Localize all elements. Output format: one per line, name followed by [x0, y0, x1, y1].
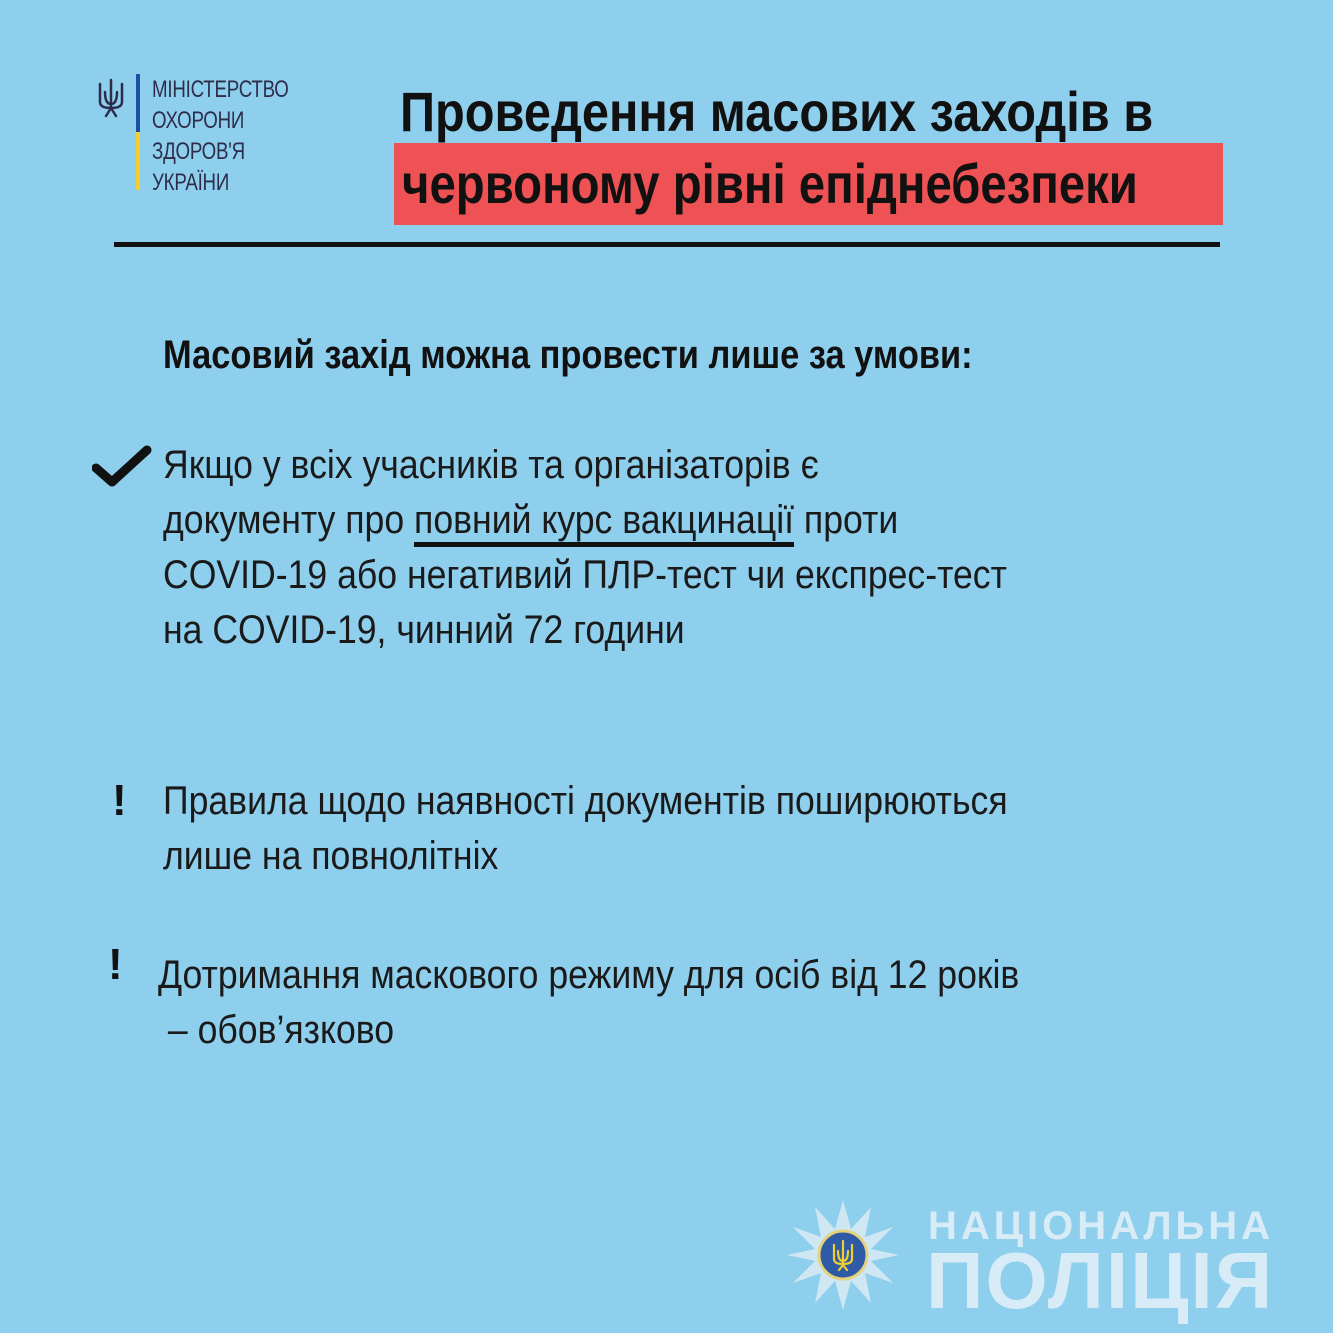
- condition-text-part: проти: [794, 498, 899, 542]
- note-line: лише на повнолітніх: [163, 834, 499, 878]
- condition-line: Якщо у всіх учасників та організаторів є: [163, 443, 819, 487]
- note-adults-only: [163, 774, 1187, 884]
- note-mask-mode: [158, 948, 1182, 1058]
- police-name-line-1: НАЦІОНАЛЬНА: [928, 1204, 1275, 1248]
- exclamation-icon: !: [108, 940, 123, 989]
- logo-color-bar: [136, 74, 140, 190]
- ministry-name-line: ЗДОРОВ'Я: [152, 138, 245, 165]
- page-title-line-1: Проведення масових заходів в: [400, 80, 1154, 143]
- title-divider: [114, 242, 1220, 247]
- ministry-name-line: ОХОРОНИ: [152, 107, 245, 134]
- ministry-name-line: МІНІСТЕРСТВО: [152, 76, 289, 103]
- police-name-line-2: ПОЛІЦІЯ: [926, 1236, 1275, 1325]
- condition-line: COVID-19 або негативий ПЛР-тест чи експрес-тест: [163, 553, 1007, 597]
- note-line: – обов’язково: [158, 1008, 395, 1052]
- trident-icon: [96, 78, 126, 118]
- ministry-logo: [96, 74, 296, 194]
- subheading: Масовий захід можна провести лише за умови:: [163, 333, 973, 377]
- checkmark-icon: [92, 444, 152, 488]
- condition-line: на COVID-19, чинний 72 години: [163, 608, 685, 652]
- ministry-name: [152, 74, 302, 198]
- police-star-icon: [786, 1198, 900, 1312]
- condition-line: [163, 493, 1187, 548]
- condition-text-part: документу про: [163, 498, 415, 542]
- note-line: Правила щодо наявності документів поширюються: [163, 779, 1008, 823]
- ministry-name-line: УКРАЇНИ: [152, 169, 230, 196]
- vaccination-underlined-text: повний курс вакцинації: [414, 498, 794, 547]
- condition-text: [163, 438, 1187, 658]
- exclamation-icon: !: [112, 776, 127, 825]
- note-line: Дотримання маскового режиму для осіб від 12 років: [158, 953, 1020, 997]
- page-title-line-2: червоному рівні епіднебезпеки: [402, 152, 1138, 215]
